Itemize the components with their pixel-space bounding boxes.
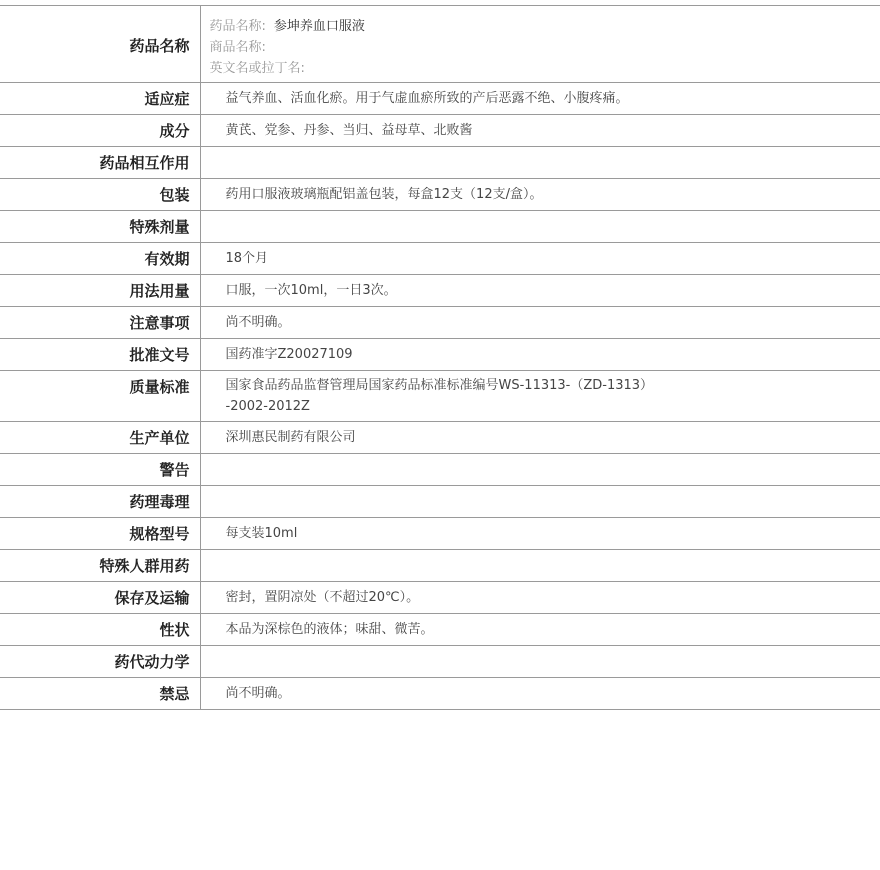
row-warning [0, 454, 880, 486]
row-pharmacokinetics [0, 646, 880, 678]
row-label: 质量标准 [0, 371, 200, 422]
row-label: 批准文号 [0, 339, 200, 371]
generic-name-line [210, 16, 880, 37]
row-contraindications [0, 678, 880, 710]
row-label: 特殊人群用药 [0, 550, 200, 582]
row-indications [0, 83, 880, 115]
row-drug-name [0, 6, 880, 83]
row-value: 国药准字Z20027109 [200, 339, 880, 371]
row-description [0, 614, 880, 646]
row-interactions [0, 147, 880, 179]
trade-name-key: 商品名称: [209, 40, 266, 55]
row-label: 特殊剂量 [0, 211, 200, 243]
row-label: 药品相互作用 [0, 147, 200, 179]
row-label: 性状 [0, 614, 200, 646]
row-value: 密封，置阴凉处（不超过20℃）。 [200, 582, 880, 614]
row-special-dosage [0, 211, 880, 243]
row-value: 口服，一次10ml，一日3次。 [200, 275, 880, 307]
row-special-populations [0, 550, 880, 582]
row-label: 药代动力学 [0, 646, 200, 678]
row-ingredients [0, 115, 880, 147]
row-value [200, 147, 880, 179]
generic-name-value: 参坤养血口服液 [273, 19, 365, 34]
drug-spec-table [0, 5, 880, 710]
row-label: 生产单位 [0, 422, 200, 454]
row-value: 18个月 [200, 243, 880, 275]
row-label: 适应症 [0, 83, 200, 115]
row-value [200, 550, 880, 582]
row-value [200, 371, 880, 422]
row-label: 包装 [0, 179, 200, 211]
english-name-line [210, 58, 880, 79]
row-label: 有效期 [0, 243, 200, 275]
row-label: 药理毒理 [0, 486, 200, 518]
generic-name-key: 药品名称: [209, 19, 266, 34]
row-precautions [0, 307, 880, 339]
row-label: 警告 [0, 454, 200, 486]
row-pharmacology [0, 486, 880, 518]
row-packaging [0, 179, 880, 211]
row-value [200, 454, 880, 486]
trade-name-line [210, 37, 880, 58]
row-storage [0, 582, 880, 614]
row-value: 深圳惠民制药有限公司 [200, 422, 880, 454]
row-value: 药用口服液玻璃瓶配铝盖包装，每盒12支（12支/盒）。 [200, 179, 880, 211]
row-manufacturer [0, 422, 880, 454]
row-value: 尚不明确。 [200, 307, 880, 339]
row-value [200, 486, 880, 518]
row-label: 用法用量 [0, 275, 200, 307]
row-value: 黄芪、党参、丹参、当归、益母草、北败酱 [200, 115, 880, 147]
row-label: 药品名称 [0, 6, 200, 83]
row-label: 成分 [0, 115, 200, 147]
row-label: 规格型号 [0, 518, 200, 550]
english-name-key: 英文名或拉丁名: [209, 61, 305, 76]
row-quality-standard [0, 371, 880, 422]
row-approval-number [0, 339, 880, 371]
row-value: 尚不明确。 [200, 678, 880, 710]
row-value [200, 211, 880, 243]
drug-name-cell [200, 6, 880, 83]
row-label: 禁忌 [0, 678, 200, 710]
quality-standard-line1: 国家食品药品监督管理局国家药品标准标准编号WS-11313-（ZD-1313） [225, 378, 654, 393]
row-value: 每支装10ml [200, 518, 880, 550]
row-dosage [0, 275, 880, 307]
row-value [200, 646, 880, 678]
row-specification [0, 518, 880, 550]
row-value: 益气养血、活血化瘀。用于气虚血瘀所致的产后恶露不绝、小腹疼痛。 [200, 83, 880, 115]
row-label: 注意事项 [0, 307, 200, 339]
row-value: 本品为深棕色的液体；味甜、微苦。 [200, 614, 880, 646]
row-label: 保存及运输 [0, 582, 200, 614]
quality-standard-line2: -2002-2012Z [225, 399, 310, 414]
row-shelf-life [0, 243, 880, 275]
